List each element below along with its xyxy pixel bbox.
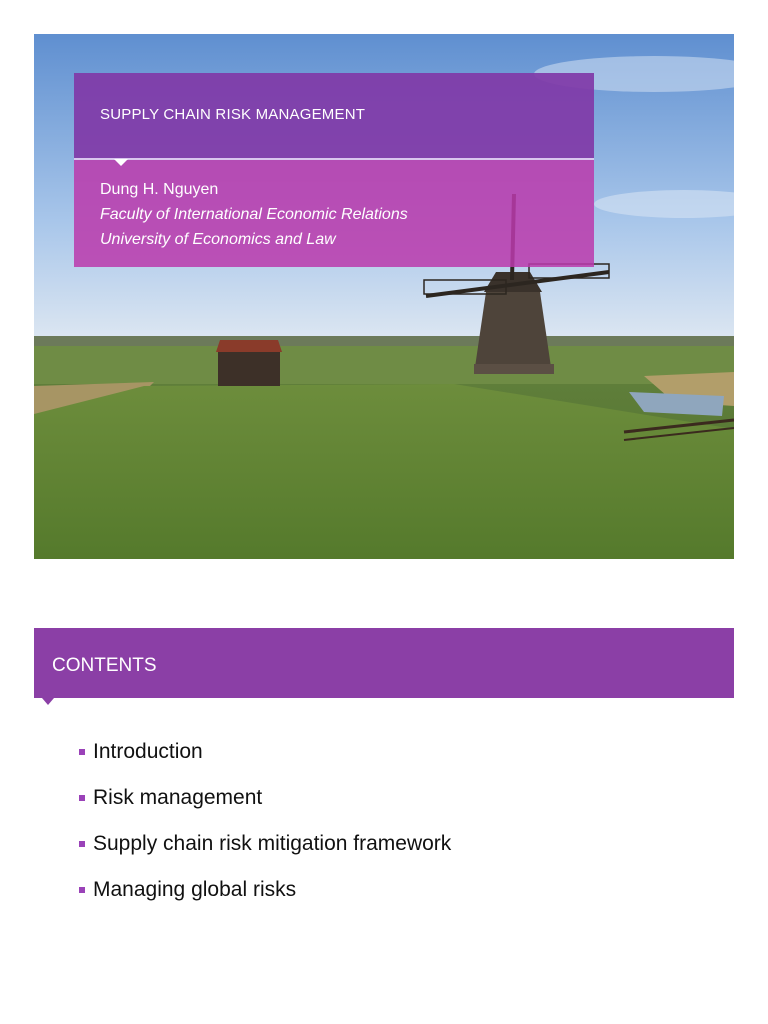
bullet-square-icon: [79, 841, 85, 847]
list-item-label: Supply chain risk mitigation framework: [93, 832, 452, 855]
title-slide: [34, 34, 734, 559]
author-university: University of Economics and Law: [100, 231, 336, 248]
title-pointer-notch: [114, 159, 128, 166]
author-name: Dung H. Nguyen: [100, 181, 219, 198]
list-item: [79, 876, 451, 922]
list-item: [79, 738, 451, 784]
list-item-label: Risk management: [93, 786, 263, 809]
presentation-title: SUPPLY CHAIN RISK MANAGEMENT: [100, 106, 366, 123]
bullet-square-icon: [79, 749, 85, 755]
list-item-label: Managing global risks: [93, 878, 297, 901]
list-item-label: Introduction: [93, 740, 203, 763]
list-item: [79, 830, 451, 876]
bullet-square-icon: [79, 887, 85, 893]
title-box: [74, 73, 594, 159]
contents-pointer-notch: [42, 698, 54, 705]
list-item: [79, 784, 451, 830]
author-faculty: Faculty of International Economic Relations: [100, 206, 408, 223]
contents-header-bar: [34, 628, 734, 698]
bullet-square-icon: [79, 795, 85, 801]
contents-heading: CONTENTS: [52, 655, 157, 676]
author-box: [74, 160, 594, 267]
contents-list: [79, 738, 451, 922]
